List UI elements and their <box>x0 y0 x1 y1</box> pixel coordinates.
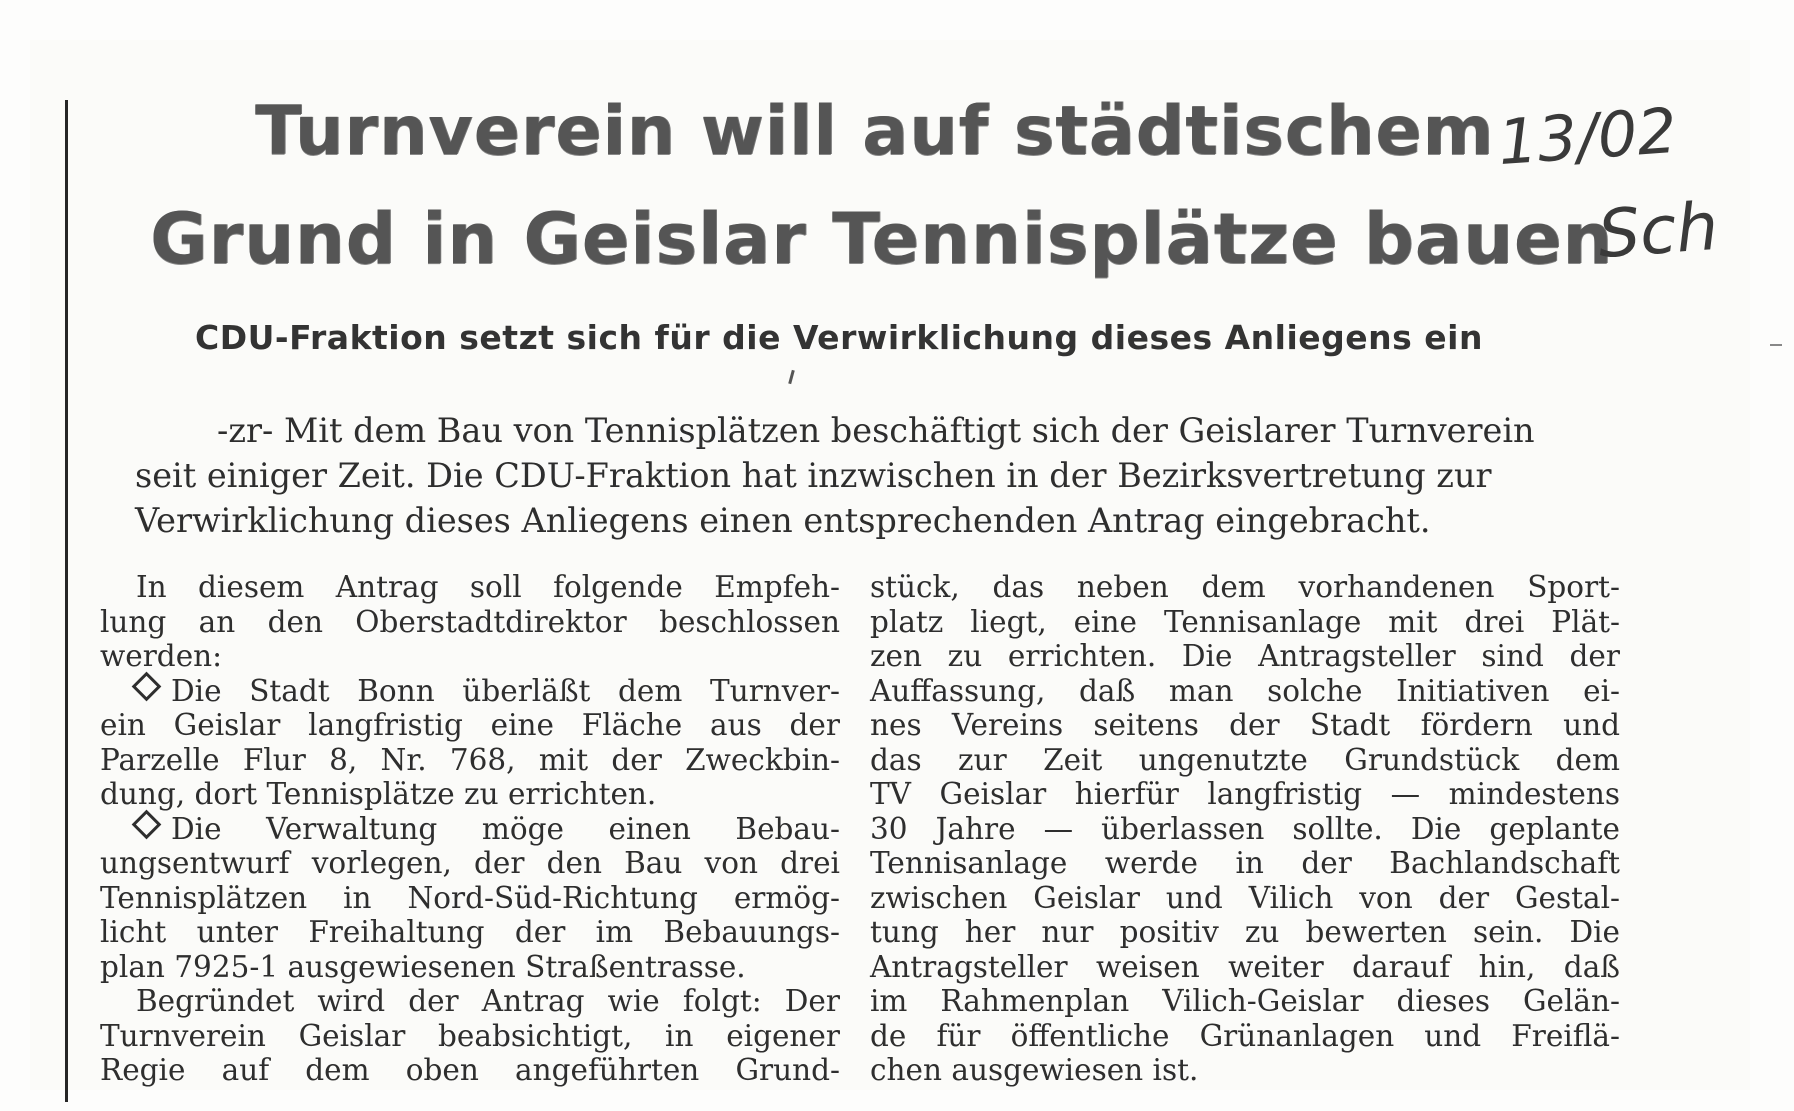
column-line: Parzelle Flur 8, Nr. 768, mit der Zweckbin- <box>100 742 840 777</box>
column-line: lung an den Oberstadtdirektor beschlossen <box>100 604 840 639</box>
column-line: tung her nur positiv zu bewerten sein. Die <box>870 915 1620 949</box>
column-line: zen zu errichten. Die Antragsteller sind der <box>870 639 1620 673</box>
column-line: In diesem Antrag soll folgende Empfeh- <box>136 570 840 604</box>
column-line: nes Vereins seitens der Stadt fördern und <box>870 708 1620 742</box>
column-line: licht unter Freihaltung der im Bebauungs- <box>100 915 840 949</box>
column-line: de für öffentliche Grünanlagen und Freiflä- <box>870 1018 1620 1053</box>
subheadline: CDU-Fraktion setzt sich für die Verwirklichung dieses Anliegens ein <box>195 318 1483 357</box>
lead-line: Verwirklichung dieses Anliegens einen entsprechenden Antrag eingebracht. <box>135 501 1431 540</box>
diamond-bullet-icon <box>132 671 162 701</box>
headline-line-2: Grund in Geislar Tennisplätze bauen <box>150 198 1614 280</box>
column-line: Begründet wird der Antrag wie folgt: Der <box>136 984 840 1018</box>
column-line: chen ausgewiesen ist. <box>870 1053 1199 1087</box>
column-line: zwischen Geislar und Vilich von der Gestal- <box>870 880 1620 915</box>
column-line: Regie auf dem oben angeführten Grund- <box>100 1053 840 1087</box>
column-line: Turnverein Geislar beabsichtigt, in eigener <box>100 1018 840 1053</box>
column-line: werden: <box>100 639 223 673</box>
diamond-bullet-icon <box>132 809 162 839</box>
bullet-line <box>100 674 840 709</box>
column-line: ein Geislar langfristig eine Fläche aus der <box>100 708 840 742</box>
lead-line: seit einiger Zeit. Die CDU-Fraktion hat inzwischen in der Bezirksvertretung zur <box>135 456 1492 495</box>
lead-line: -zr- Mit dem Bau von Tennisplätzen beschäftigt sich der Geislarer Turnverein <box>217 411 1535 450</box>
headline-line-1: Turnverein will auf städtischem <box>255 92 1495 171</box>
lead-paragraph <box>135 408 1615 543</box>
column-line: Auffassung, daß man solche Initiativen ei- <box>870 673 1620 708</box>
column-line: TV Geislar hierfür langfristig — mindestens <box>870 777 1620 811</box>
column-line: ungsentwurf vorlegen, der den Bau von drei <box>100 846 840 880</box>
column-line: platz liegt, eine Tennisanlage mit drei Plät- <box>870 604 1620 639</box>
column-line: Antragsteller weisen weiter darauf hin, daß <box>870 949 1620 984</box>
handwritten-initials: Sch <box>1595 187 1721 274</box>
column-line: im Rahmenplan Vilich-Geislar dieses Gelän- <box>870 984 1620 1018</box>
bullet-line <box>100 812 840 847</box>
column-line-text: Die Verwaltung möge einen Bebau- <box>171 811 840 846</box>
column-line: 30 Jahre — überlassen sollte. Die geplante <box>870 811 1620 846</box>
column-line: dung, dort Tennisplätze zu errichten. <box>100 777 657 811</box>
margin-mark <box>1770 344 1782 346</box>
column-line: stück, das neben dem vorhandenen Sport- <box>870 570 1620 604</box>
column-rule <box>65 100 68 1102</box>
column-line: das zur Zeit ungenutzte Grundstück dem <box>870 742 1620 777</box>
article-column-right <box>870 570 1620 1088</box>
handwritten-date: 13/02 <box>1495 93 1680 180</box>
column-line: plan 7925-1 ausgewiesenen Straßentrasse. <box>100 949 746 984</box>
column-line-text: Die Stadt Bonn überläßt dem Turnver- <box>171 673 840 708</box>
column-line: Tennisanlage werde in der Bachlandschaft <box>870 846 1620 880</box>
article-column-left <box>100 570 840 1088</box>
column-line: Tennisplätzen in Nord-Süd-Richtung ermög- <box>100 880 840 915</box>
